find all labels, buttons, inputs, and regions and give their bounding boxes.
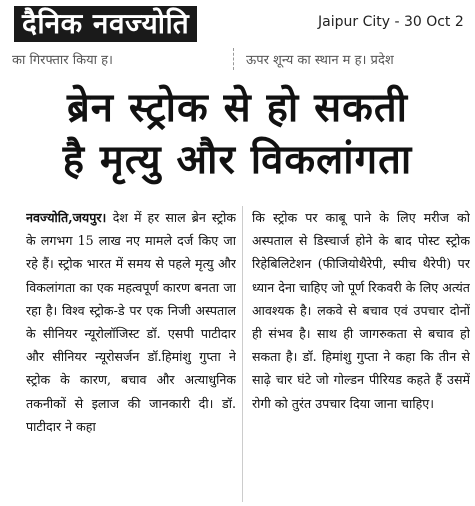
newspaper-logo: दैनिक नवज्योति	[14, 6, 197, 42]
previous-article-right-text: ऊपर शून्य का स्थान म ह। प्रदेश	[246, 53, 394, 68]
previous-article-left-text: का गिरफ्तार किया ह।	[12, 53, 113, 68]
column-divider	[242, 206, 243, 502]
article-column-2	[252, 206, 470, 502]
column-divider-top	[233, 48, 234, 70]
dateline: Jaipur City - 30 Oct 2	[318, 14, 464, 30]
article-column-2-text: कि स्ट्रोक पर काबू पाने के लिए मरीज को अस्पताल से डिस्चार्ज होने के बाद पोस्ट स्ट्रोक रिहेबिलिटेशन (फीजियोथैरेपी, स्पीच थैरेपी) पर ध्यान देना चाहिए जो पूर्ण रिकवरी के लिए अत्यंत आवश्यक है। लकवे से बचाव एवं उपचार दोनों ही संभव है। साथ ही जागरुकता से बचाव हो सकता है। डॉ. हिमांशु गुप्ता ने कहा कि तीन से साढ़े चार घंटे जो गोल्डन पीरियड कहते हैं उसमें रोगी को तुरंत उपचार दिया जाना चाहिए।	[252, 210, 470, 411]
previous-article-strip	[0, 48, 475, 70]
byline: नवज्योति,जयपुर।	[26, 210, 113, 225]
article-column-1	[26, 206, 236, 502]
headline-line-1: ब्रेन स्ट्रोक से हो सकती	[66, 85, 409, 131]
headline-line-2: है मृत्यु और विकलांगता	[62, 137, 413, 183]
article-column-1-text: देश में हर साल ब्रेन स्ट्रोक के लगभग 15 लाख नए मामले दर्ज किए जा रहे हैं। स्ट्रोक भारत में समय से पहले मृत्यु और विकलांगता का एक महत्वपूर्ण कारण बनता जा रहा है। विश्व स्ट्रोक-डे पर एक निजी अस्पताल के सीनियर न्यूरोलॉजिस्ट डॉ. एसपी पाटीदार और सीनियर न्यूरोसर्जन डॉ.हिमांशु गुप्ता ने स्ट्रोक के कारण, बचाव और अत्याधुनिक तकनीकों से इलाज की जानकारी दी। डॉ. पाटीदार ने कहा	[26, 210, 236, 434]
masthead	[0, 0, 475, 48]
headline	[0, 82, 475, 186]
